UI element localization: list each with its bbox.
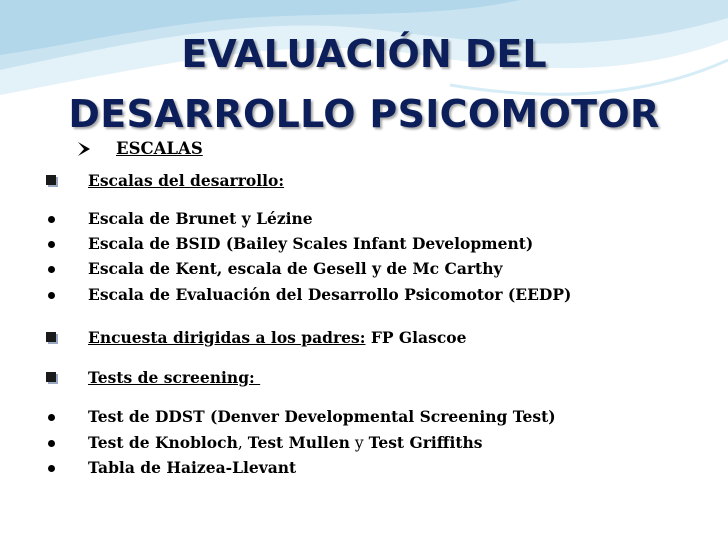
separator: y (349, 434, 369, 452)
development-scales-label: Escalas del desarrollo: (88, 171, 285, 190)
square-bullet-icon (46, 175, 56, 185)
section-heading: ESCALAS (116, 139, 203, 158)
list-item-text: Tabla de Haizea-Llevant (88, 458, 297, 477)
list-item-text: Escala de Evaluación del Desarrollo Psicomotor (EEDP) (88, 285, 572, 304)
griffiths-test: Test Griffiths (368, 433, 483, 452)
screening-label: Tests de screening: (88, 368, 261, 387)
dot-bullet-icon (48, 216, 55, 223)
list-item-text: Test de DDST (Denver Developmental Screening Test) (88, 407, 556, 426)
parent-survey-label: Encuesta dirigidas a los padres: (88, 328, 366, 347)
dot-bullet-icon (48, 440, 55, 447)
list-item-text (88, 432, 483, 454)
square-bullet-icon (46, 372, 56, 382)
list-item-text: Escala de Kent, escala de Gesell y de Mc Carthy (88, 259, 503, 278)
list-item-text: Escala de Brunet y Lézine (88, 209, 313, 228)
dot-bullet-icon (48, 266, 55, 273)
square-bullet-icon (46, 332, 56, 342)
slide-title (0, 24, 728, 144)
dot-bullet-icon (48, 414, 55, 421)
dot-bullet-icon (48, 292, 55, 299)
title-line-2: DESARROLLO PSICOMOTOR (68, 92, 660, 136)
mullen-test: Test Mullen (247, 433, 350, 452)
parent-survey-text (88, 327, 466, 349)
parent-survey-value: FP Glascoe (365, 328, 467, 347)
title-line-1: EVALUACIÓN DEL (181, 32, 547, 76)
separator: , (237, 434, 248, 452)
dot-bullet-icon (48, 465, 55, 472)
knobloch-test: Test de Knobloch (88, 433, 238, 452)
dot-bullet-icon (48, 241, 55, 248)
list-item-text: Escala de BSID (Bailey Scales Infant Development) (88, 234, 534, 253)
arrow-bullet-icon (78, 142, 90, 156)
